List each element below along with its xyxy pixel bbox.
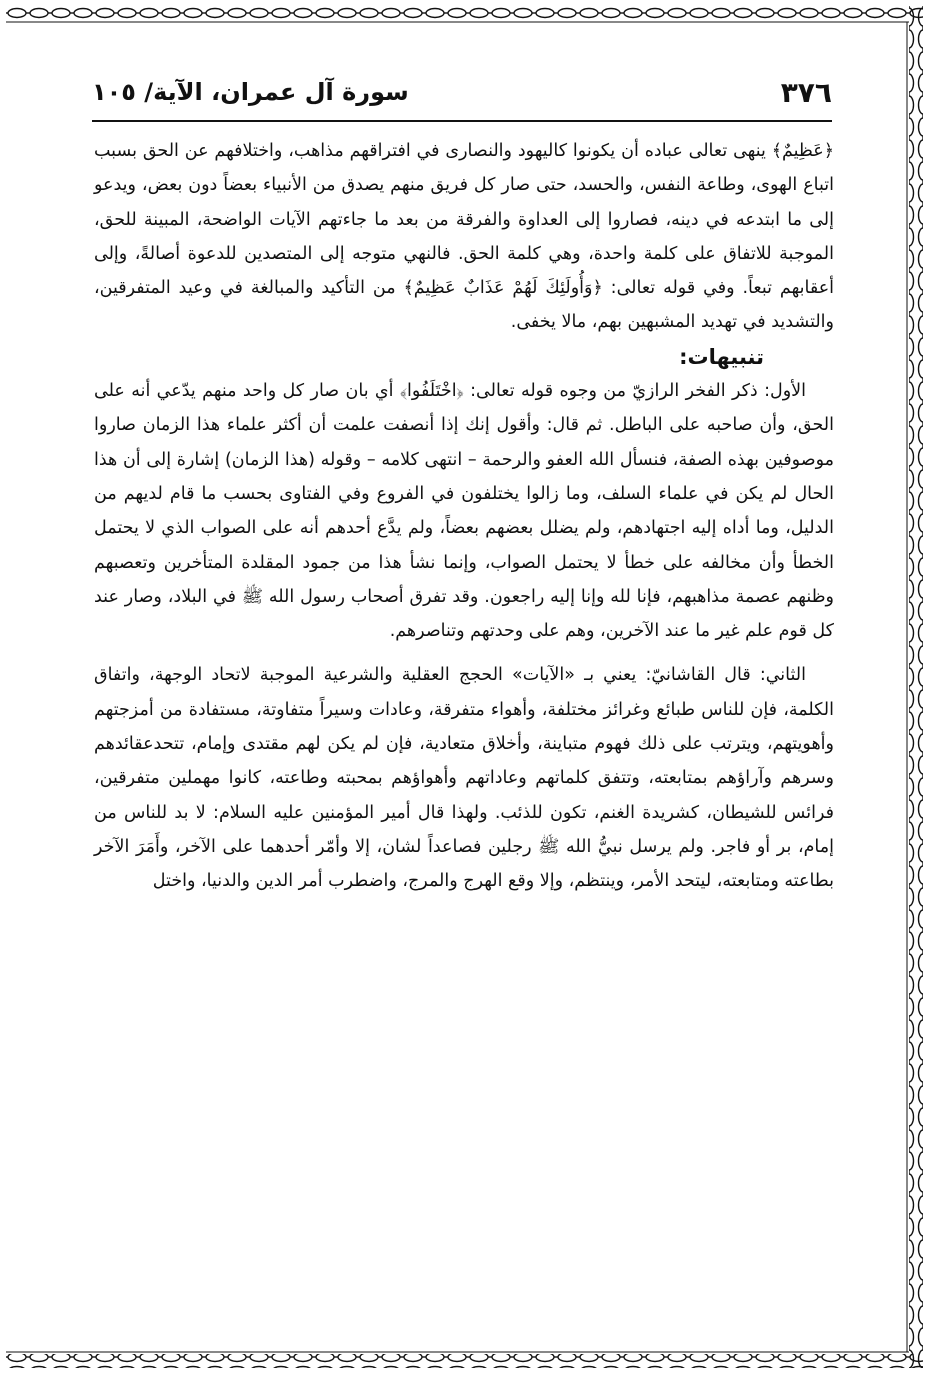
page-header bbox=[92, 76, 832, 116]
section-heading: تنبيهات: bbox=[679, 344, 764, 369]
paragraph-3: الثاني: قال القاشانيّ: يعني بـ «الآيات» الحجج العقلية والشرعية الموجبة لاتحاد الوجهة، واتفاق الكلمة، فإن للناس طبائع وغرائز مختلفة، وأهواء متفرقة، وعادات وسيراً متفاوتة، مستفادة من أمزجتهم وأهويتهم، ويترتب على ذلك فهوم متباينة، وأخلاق متعادية، فإن لم يكن لهم مقتدى وإمام، تتحدعقائدهم وسرهم وآراؤهم بمتابعته، وتتفق كلماتهم وعاداتهم وأهواؤهم بمحبته وطاعته، كانوا مهملين متفرقين، فرائس للشيطان، كشريدة الغنم، تكون للذئب. ولهذا قال أمير المؤمنين عليه السلام: لا بد للناس من إمام، بر أو فاجر. ولم يرسل نبيُّ الله ﷺ رجلين فصاعداً لشان، إلا وأمّر أحدهما على الآخر، وأَمَرَ الآخر بطاعته ومتابعته، ليتحد الأمر، وينتظم، وإلا وقع الهرج والمرج، واضطرب أمر الدين والدنيا، واختل bbox=[94, 665, 834, 892]
page-number: ٣٧٦ bbox=[780, 76, 832, 109]
main-text bbox=[94, 134, 834, 899]
paragraph-2: الأول: ذكر الفخر الرازيّ من وجوه قوله تعالى: ﴿اخْتَلَفُوا﴾ أي بان صار كل واحد منهم يدّعي أنه على الحق، وأن صاحبه على الباطل. ثم قال: وأقول إنك إذا أنصفت علمت أن أكثر علماء هذا الزمان صاروا موصوفين بهذه الصفة، فنسأل الله العفو والرحمة – انتهى كلامه – وقوله (هذا الزمان) إشارة إلى أن هذا الحال لم يكن في علماء السلف، وما زالوا يختلفون في الفروع وفي الفتاوى بحسب ما قام لديهم من الدليل، وما أداه إليه اجتهادهم، ولم يضلل بعضهم بعضاً، ولم يدَّع أحدهم أنه على الصواب الذي لا يحتمل الخطأ وأن مخالفه على خطأ لا يحتمل الصواب، وإنما نشأ هذا من جمود المقلدة المتأخرين وتعصبهم وظنهم عصمة مذاهبهم، فإنا لله وإنا إليه راجعون. وقد تفرق أصحاب رسول الله ﷺ في البلاد، وصار عند كل قوم علم غير ما عند الآخرين، وهم على وحدتهم وتناصرهم. bbox=[94, 381, 834, 642]
header-rule bbox=[92, 120, 832, 122]
paragraph-1: ﴿عَظِيمٌ﴾ ينهى تعالى عباده أن يكونوا كاليهود والنصارى في افتراقهم مذاهب، واختلافهم عن الحق بسبب اتباع الهوى، وطاعة النفس، والحسد، حتى صار كل فريق منهم يصدق من الأنبياء بعضاً دون بعض، ويدعو إلى ما ابتدعه في دينه، فصاروا إلى العداوة والفرقة من بعد ما جاءتهم الآيات الواضحة، المبينة للحق، الموجبة للاتفاق على كلمة واحدة، وهي كلمة الحق. فالنهي متوجه إلى المتصدين للدعوة أصالةً، وإلى أعقابهم تبعاً. وفي قوله تعالى: ﴿وَأُولَئِكَ لَهُمْ عَذَابٌ عَظِيمٌ﴾ من التأكيد والمبالغة في وعيد المتفرقين، والتشديد في تهديد المشبهين بهم، مالا يخفى. bbox=[94, 141, 834, 333]
running-title: سورة آل عمران، الآية/ ١٠٥ bbox=[92, 78, 409, 106]
